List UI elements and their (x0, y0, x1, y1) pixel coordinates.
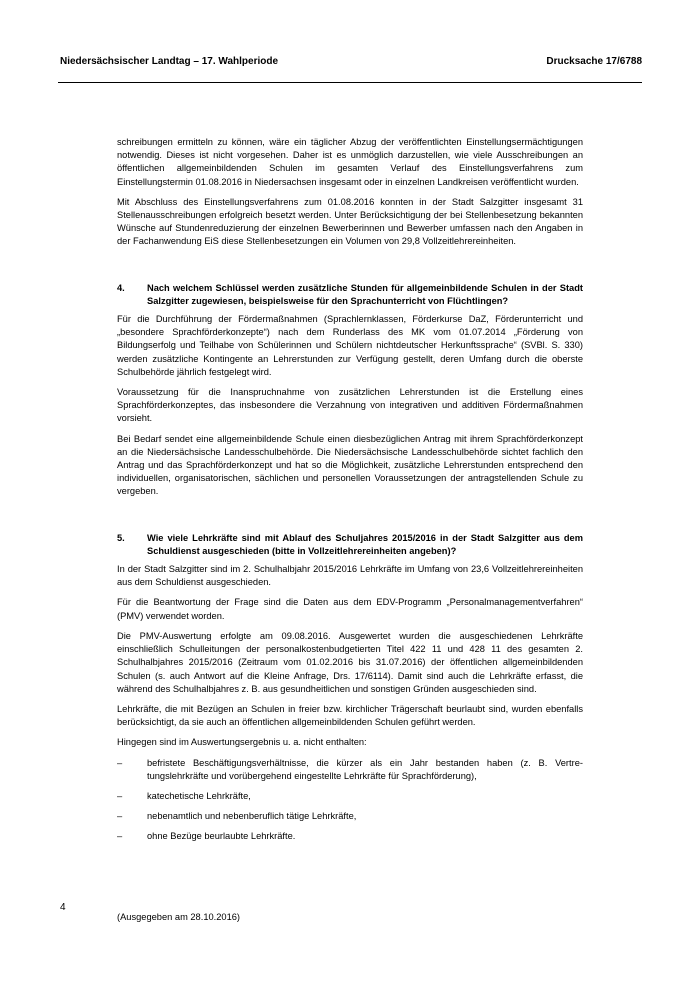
issued-date: (Ausgegeben am 28.10.2016) (117, 912, 241, 922)
paragraph: Für die Beantwortung der Frage sind die Daten aus dem EDV-Programm „Personalmanagementverfahren“ (PMV) verwendet worden. (117, 597, 583, 621)
paragraph: Bei Bedarf sendet eine allgemeinbildende Schule einen diesbezüglichen Antrag mit ihrem Sprachförderkonzept an die Niedersächsische Landesschulbehörde. Die Niedersächsische Landesschulbehörde sichtet fachlich den Antrag und das Sprachförderkonzept und hat so die Möglichkeit, zusätzliche Lehrerstunden entsprechend den individuellen, organisatorischen, sächlichen und personellen Voraussetzungen der antragstellenden Schule zu vergeben. (117, 433, 583, 497)
exclusion-list (117, 757, 583, 844)
question-number: 5. (117, 532, 125, 543)
paragraph: Für die Durchführung der Fördermaßnahmen (Sprachlernklassen, Förderkurse DaZ, Förderunterricht und „besondere Sprachförderkonzepte“) nach dem Runderlass des MK vom 01.07.2014 „Förderung von Bildungserfolg und Teilhabe von Schülerinnen und Schülern nichtdeutscher Herkunftssprache“ (SVBl. S. 330) werden zusätzliche Kontingente an Lehrerstunden zur Verfügung gestellt, deren Umfang durch die oberste Schulbehörde jährlich festgelegt wird. (117, 314, 583, 377)
list-item (117, 810, 583, 823)
page-number: 4 (60, 902, 66, 913)
list-item (117, 830, 583, 843)
page-header (60, 56, 642, 68)
header-document-number: Drucksache 17/6788 (546, 56, 642, 67)
paragraph: Mit Abschluss des Einstellungsverfahrens zum 01.08.2016 konnten in der Stadt Salzgitter insgesamt 31 Stellenausschreibungen erfolgreich besetzt werden. Unter Berücksichtigung der bei Stellenbesetzung bekannten Wünsche auf Stundenreduzierung der einzelnen Bewerberinnen und Bewerber umfassen nach den Angaben in der Fachanwendung EiS diese Stellenbesetzungen ein Volumen von 29,8 Vollzeitlehrereinheiten. (117, 196, 583, 247)
document-body (117, 136, 583, 851)
header-rule (58, 82, 642, 83)
list-item (117, 790, 583, 803)
question-4 (117, 282, 583, 308)
list-item-text: ohne Bezüge beurlaubte Lehrkräfte. (147, 831, 296, 842)
paragraph: Hingegen sind im Auswertungsergebnis u. a. nicht enthalten: (117, 737, 367, 748)
question-text: Nach welchem Schlüssel werden zusätzliche Stunden für allgemeinbildende Schulen in der Stadt Salzgitter zugewiesen, beispielsweise für den Sprachunterricht von Flüchtlingen? (147, 282, 583, 306)
paragraph: Die PMV-Auswertung erfolgte am 09.08.2016. Ausgewertet wurden die ausgeschiedenen Lehrkräfte einschließlich Schulleitungen der personalkostenbudgetierten Titel 422 11 und 428 11 des gesamten 2. Schulhalbjahres 2015/2016 (Zeitraum vom 01.02.2016 bis 31.07.2016) der öffentlichen allgemeinbildenden Schulen (s. auch Antwort auf die Kleine Anfrage, Drs. 17/6114). Damit sind auch die Lehrkräfte erfasst, die während des Schulhalbjahres z. B. aus gesundheitlichen und sonstigen Gründen ausgeschieden sind. (117, 630, 583, 694)
paragraph: In der Stadt Salzgitter sind im 2. Schulhalbjahr 2015/2016 Lehrkräfte im Umfang von 23,6 Vollzeitlehrereinheiten aus dem Schuldienst ausgeschieden. (117, 564, 583, 588)
dash-bullet: – (117, 790, 123, 801)
header-parliament: Niedersächsischer Landtag – 17. Wahlperiode (60, 56, 279, 67)
paragraph: Voraussetzung für die Inanspruchnahme von zusätzlichen Lehrerstunden ist die Erstellung eines Sprachförderkonzeptes, das insbesondere die Verzahnung von integrativen und additiven Fördermaßnahmen vorsieht. (117, 387, 583, 424)
list-item-text: nebenamtlich und nebenberuflich tätige Lehrkräfte, (147, 811, 357, 822)
list-item (117, 757, 583, 783)
paragraph: Lehrkräfte, die mit Bezügen an Schulen in freier bzw. kirchlicher Trägerschaft beurlaubt sind, wurden ebenfalls berücksichtigt, da sie auch an öffentlichen allgemeinbildenden Schulen geführt werden. (117, 703, 583, 728)
dash-bullet: – (117, 811, 123, 822)
paragraph: schreibungen ermitteln zu können, wäre ein täglicher Abzug der veröffentlichten Einstellungsermächtigungen notwendig. Dieses ist nicht vorgesehen. Daher ist es unmöglich darzustellen, wie viele Ausschreibungen an öffentlichen allgemeinbildenden Schulen im gesamten Verlauf des Einstellungsverfahrens zum Einstellungstermin 01.08.2016 in Niedersachsen insgesamt oder in einzelnen Landkreisen veröffentlicht wurden. (117, 137, 583, 187)
question-number: 4. (117, 282, 125, 293)
dash-bullet: – (117, 757, 123, 768)
dash-bullet: – (117, 831, 123, 842)
question-text: Wie viele Lehrkräfte sind mit Ablauf des Schuljahres 2015/2016 in der Stadt Salzgitter aus dem Schuldienst ausgeschieden (bitte in Vollzeitlehrereinheiten angeben)? (147, 532, 583, 556)
question-5 (117, 532, 583, 558)
list-item-text: katechetische Lehrkräfte, (147, 790, 251, 801)
list-item-text: befristete Beschäftigungsverhältnisse, die kürzer als ein Jahr bestanden haben (z. B. Vertretungslehrkräfte und vorübergehend eingestellte Lehrkräfte für Sprachförderung), (147, 757, 583, 781)
